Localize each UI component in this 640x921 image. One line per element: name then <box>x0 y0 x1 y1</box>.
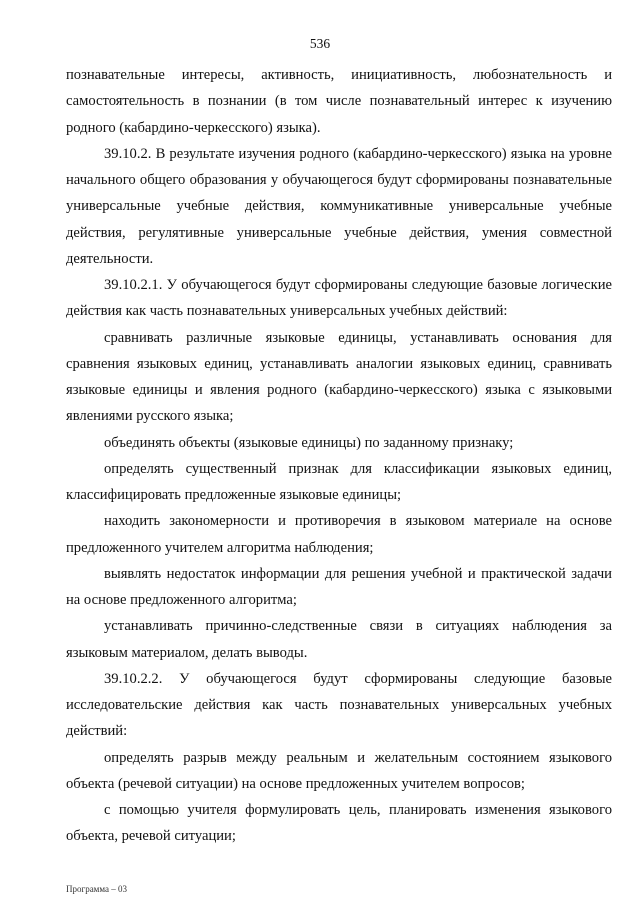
paragraph-39-10-2-2: 39.10.2.2. У обучающегося будут сформированы следующие базовые исследовательские действия как часть познавательных универсальных учебных действий: <box>66 670 612 740</box>
page-number: 536 <box>309 36 331 51</box>
paragraph-39-10-2-1: 39.10.2.1. У обучающегося будут сформированы следующие базовые логические действия как часть познавательных универсальных учебных действий: <box>66 277 612 320</box>
body-text <box>66 62 612 850</box>
footer-label: Программа – 03 <box>66 884 128 894</box>
list-item-compare: сравнивать различные языковые единицы, устанавливать основания для сравнения языковых единиц, устанавливать аналогии языковых единиц, сравнивать языковые единицы и явления родного (кабардино-черкесского) языка с языковыми явлениями русского языка; <box>66 329 612 425</box>
paragraph-39-10-2: 39.10.2. В результате изучения родного (кабардино-черкесского) языка на уровне начального общего образования у обучающегося будут сформированы познавательные универсальные учебные действия, коммуникативные универсальные учебные действия, регулятивные универсальные учебные действия, умения совместной деятельности. <box>66 145 612 267</box>
list-item-identify-gaps: выявлять недостаток информации для решения учебной и практической задачи на основе предложенного алгоритма; <box>66 565 612 608</box>
list-item-combine: объединять объекты (языковые единицы) по заданному признаку; <box>104 434 514 451</box>
list-item-formulate-goal: с помощью учителя формулировать цель, планировать изменения языкового объекта, речевой ситуации; <box>66 802 612 845</box>
list-item-classify: определять существенный признак для классификации языковых единиц, классифицировать предложенные языковые единицы; <box>66 460 612 503</box>
list-item-define-gap: определять разрыв между реальным и желательным состоянием языкового объекта (речевой ситуации) на основе предложенных учителем вопросов; <box>66 749 612 792</box>
list-item-patterns: находить закономерности и противоречия в языковом материале на основе предложенного учителем алгоритма наблюдения; <box>66 513 612 556</box>
list-item-cause-effect: устанавливать причинно-следственные связи в ситуациях наблюдения за языковым материалом, делать выводы. <box>66 618 612 661</box>
paragraph-continuation: познавательные интересы, активность, инициативность, любознательность и самостоятельность в познании (в том числе познавательный интерес к изучению родного (кабардино-черкесского) языка). <box>66 67 612 136</box>
